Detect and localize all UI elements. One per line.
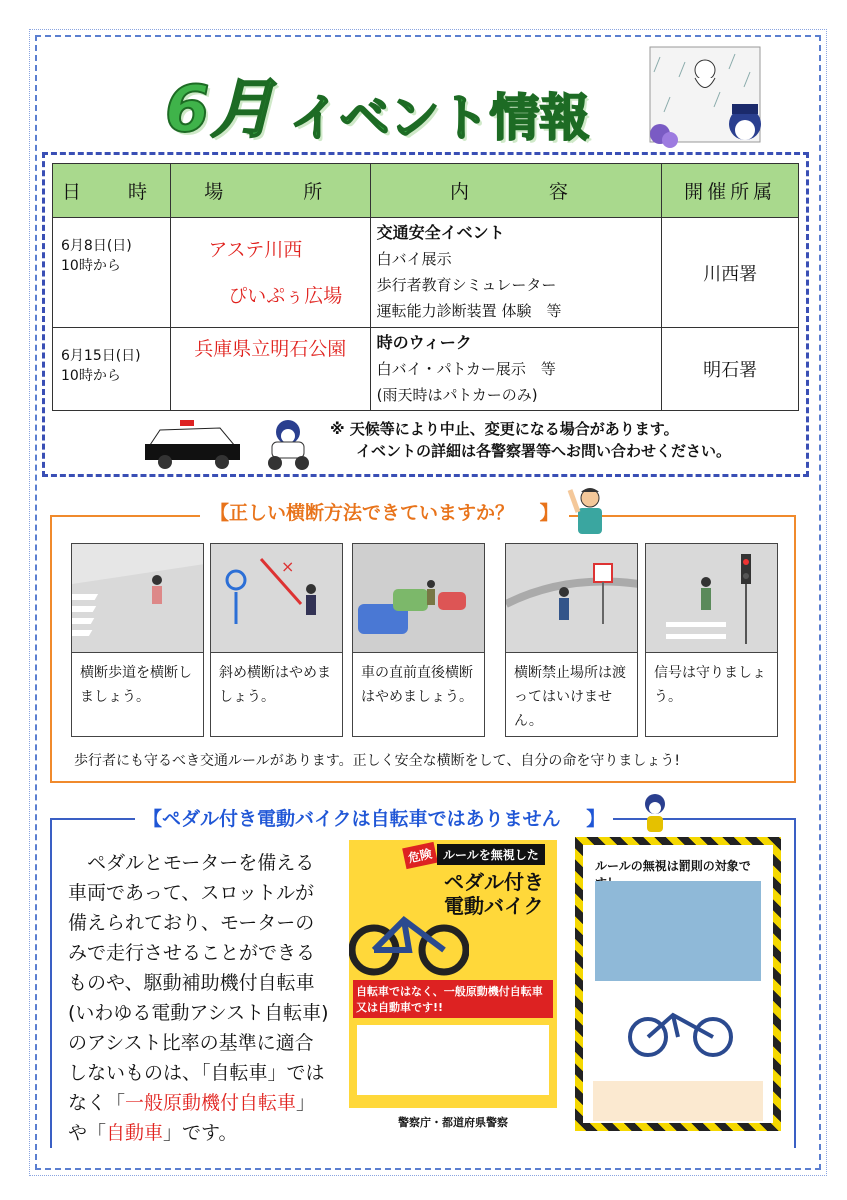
event-date bbox=[53, 328, 171, 411]
header-office: 開催所属 bbox=[662, 164, 799, 218]
poster1-checklist bbox=[357, 1025, 549, 1095]
event-office: 川西署 bbox=[662, 218, 799, 328]
crossing-caption: 車の直前直後横断はやめましょう。 bbox=[352, 653, 485, 737]
poster2-bike-illustration bbox=[623, 995, 743, 1065]
content-title: 交通安全イベント bbox=[376, 223, 505, 242]
no-crossing-zone-illustration bbox=[505, 543, 638, 653]
header-content: 内 容 bbox=[370, 164, 662, 218]
police-mascot-icon bbox=[638, 790, 672, 836]
note-line: イベントの詳細は各警察署等へお問い合わせください。 bbox=[356, 442, 732, 460]
pedal-bike-poster bbox=[349, 840, 557, 1129]
content-line: 白バイ展示 bbox=[376, 250, 452, 268]
content-line: (雨天時はパトカーのみ) bbox=[376, 386, 538, 404]
poster1-title1: ルールを無視した bbox=[437, 844, 545, 865]
event-place bbox=[170, 218, 370, 328]
place-line: 兵庫県立明石公園 bbox=[194, 338, 347, 360]
place-line: ぴいぷぅ広場 bbox=[228, 284, 343, 307]
event-office: 明石署 bbox=[662, 328, 799, 411]
event-table bbox=[52, 163, 799, 411]
bike-text: 」や「 bbox=[68, 1092, 316, 1144]
bike-text: 」です。 bbox=[163, 1122, 238, 1144]
event-place bbox=[170, 328, 370, 411]
crossing-caption: 信号は守りましょう。 bbox=[645, 653, 778, 737]
svg-text:×: × bbox=[281, 557, 295, 576]
event-date bbox=[53, 218, 171, 328]
content-line: 歩行者教育シミュレーター bbox=[376, 276, 557, 294]
header-datetime: 日 時 bbox=[53, 164, 171, 218]
traffic-signal-illustration bbox=[645, 543, 778, 653]
poster1-title3: 電動バイク bbox=[444, 894, 544, 918]
penalty-poster bbox=[575, 837, 781, 1131]
crossing-title: 【正しい横断方法できていますか？ 】 bbox=[200, 498, 569, 525]
crossing-panel bbox=[71, 543, 204, 737]
event-note bbox=[330, 418, 731, 462]
crossing-caption: 斜め横断はやめましょう。 bbox=[210, 653, 343, 737]
date-line: 6月15日(日) bbox=[61, 348, 141, 364]
bike-description bbox=[68, 848, 330, 1148]
pointing-person-icon bbox=[566, 484, 614, 536]
content-line: 運転能力診断装置 体験 等 bbox=[376, 302, 562, 320]
event-content bbox=[370, 328, 662, 411]
poster2-street-scene bbox=[595, 881, 761, 981]
title-month: 6月 bbox=[165, 73, 276, 147]
table-row bbox=[53, 218, 799, 328]
table-row bbox=[53, 328, 799, 411]
bike-title: 【ペダル付き電動バイクは自転車ではありません 】 bbox=[135, 804, 613, 831]
crossing-panel bbox=[645, 543, 778, 737]
crossing-panel bbox=[352, 543, 485, 737]
event-table-header bbox=[53, 164, 799, 218]
patrol-car-illustration bbox=[140, 408, 310, 474]
e-bike-illustration bbox=[349, 890, 469, 980]
car-front-crossing-illustration bbox=[352, 543, 485, 653]
poster2-info-box bbox=[593, 1081, 763, 1121]
crossing-caption: 横断歩道を横断しましょう。 bbox=[71, 653, 204, 737]
poster1-title2: ペダル付き bbox=[444, 870, 544, 894]
event-content bbox=[370, 218, 662, 328]
crossing-footer: 歩行者にも守るべき交通ルールがあります。正しく安全な横断をして、自分の命を守りましょう! bbox=[74, 753, 680, 769]
bike-text-highlight: 自動車 bbox=[106, 1122, 164, 1144]
date-line: 6月8日(日) bbox=[61, 238, 132, 254]
header-place: 場 所 bbox=[170, 164, 370, 218]
poster1-footer: 警察庁・都道府県警察 bbox=[398, 1116, 508, 1129]
content-line: 白バイ・パトカー展示 等 bbox=[376, 360, 556, 378]
note-line: ※ 天候等により中止、変更になる場合があります。 bbox=[330, 420, 679, 438]
page-title bbox=[165, 70, 590, 150]
crossing-caption: 横断禁止場所は渡ってはいけません。 bbox=[505, 653, 638, 737]
crossing-panel bbox=[505, 543, 638, 737]
diagonal-crossing-illustration bbox=[210, 543, 343, 653]
danger-tag: 危険 bbox=[402, 842, 438, 869]
crossing-panel bbox=[210, 543, 343, 737]
content-title: 時のウィーク bbox=[376, 333, 472, 352]
crosswalk-illustration bbox=[71, 543, 204, 653]
title-rest: イベント情報 bbox=[289, 89, 590, 147]
time-line: 10時から bbox=[61, 258, 121, 274]
time-line: 10時から bbox=[61, 368, 121, 384]
poster2-title: ルールの無視は罰則の対象で bbox=[595, 859, 751, 873]
place-line: アステ川西 bbox=[208, 238, 303, 261]
bike-text-highlight: 一般原動機付自転車 bbox=[125, 1092, 297, 1114]
poster1-band: 自転車ではなく、一般原動機付自転車又は自動車です!! bbox=[353, 980, 553, 1018]
rain-mascot-illustration bbox=[640, 42, 770, 152]
penalty-poster-inner bbox=[583, 845, 773, 1123]
bike-text: ペダルとモーターを備える車両であって、スロットルが備えられており、モーターのみで走行させることができるものや、駆動補助機付自転車(いわゆる電動アシスト自転車)のアシスト比率の基準に適合しないものは、「自転車」ではなく「 bbox=[68, 852, 329, 1114]
